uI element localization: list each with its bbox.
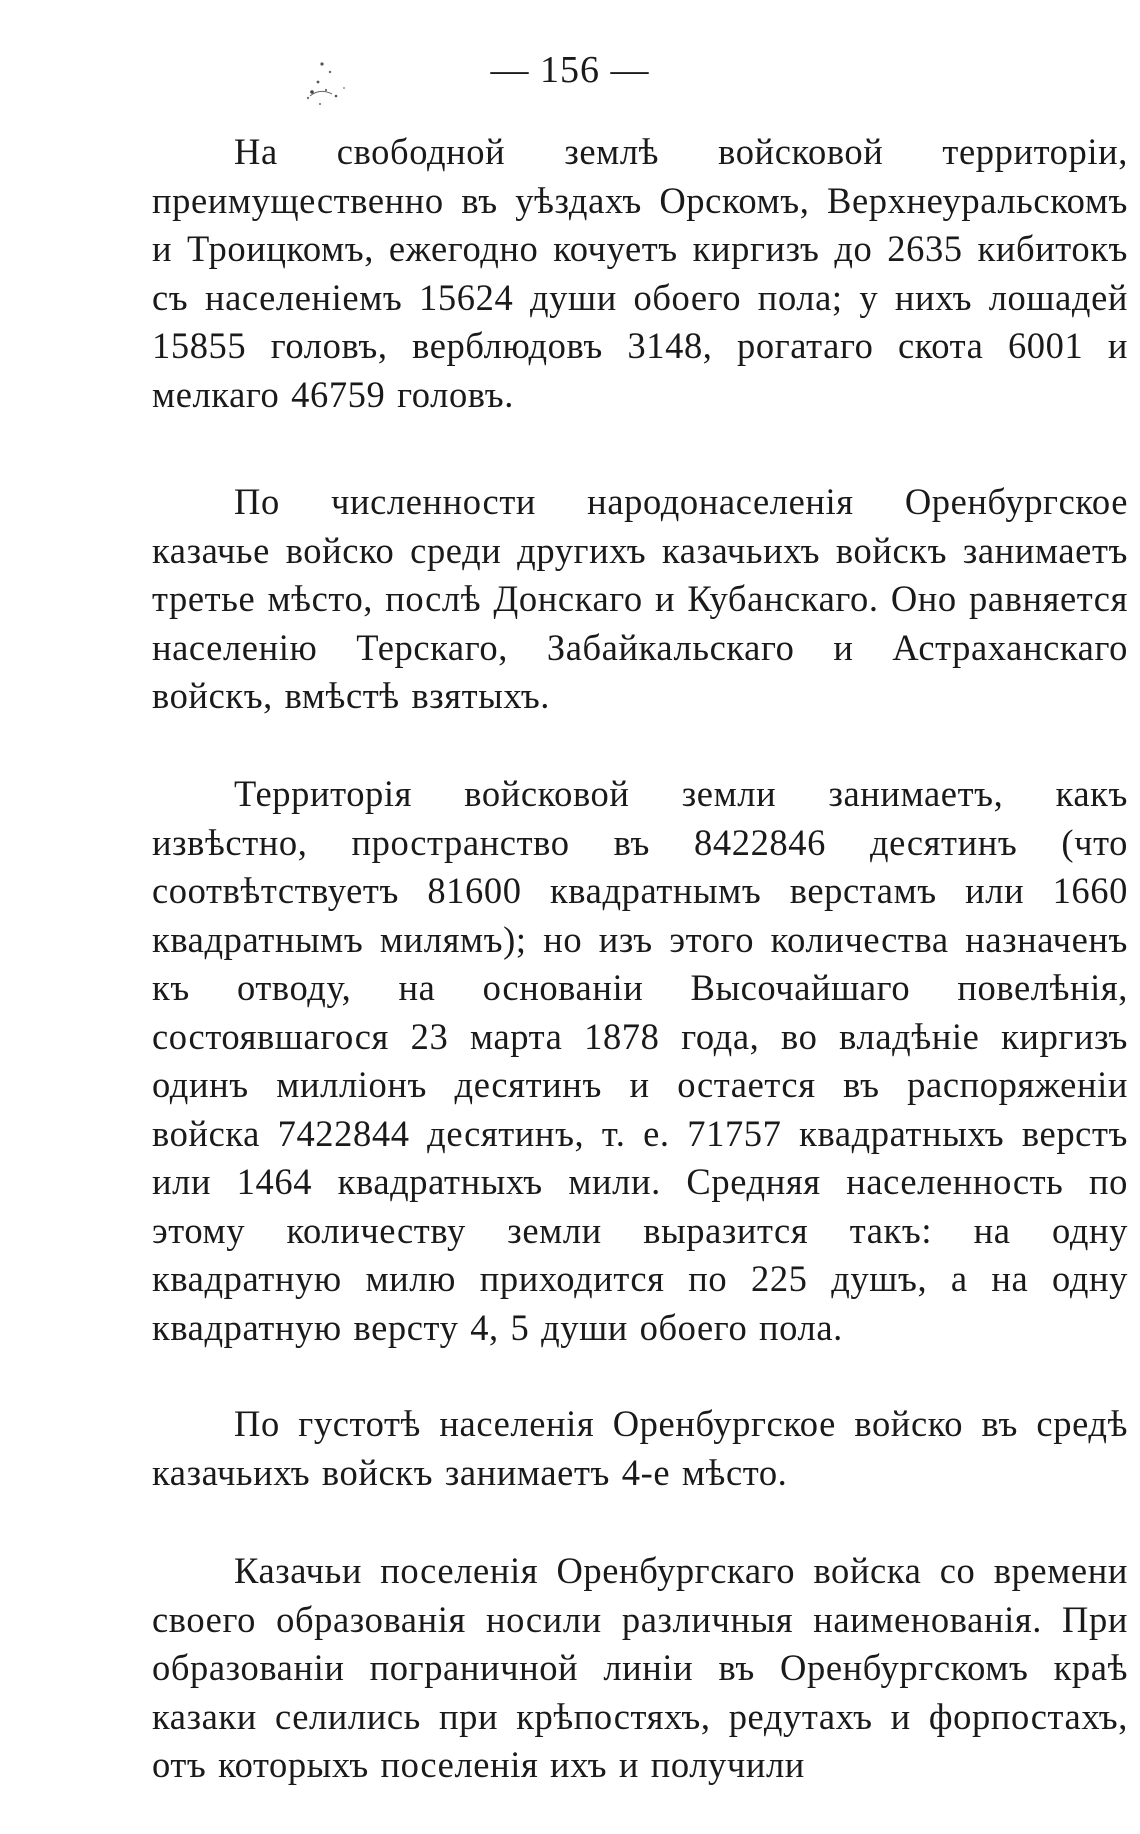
paragraph-nomad-population bbox=[152, 128, 1128, 419]
paragraph-text: По густотѣ населенія Оренбургское войско въ средѣ казачьихъ войскъ занимаетъ 4-е мѣсто. bbox=[152, 1403, 1128, 1493]
paragraph-density-rank bbox=[152, 1400, 1128, 1497]
paragraph-territory bbox=[152, 770, 1128, 1352]
paragraph-settlements bbox=[152, 1547, 1128, 1790]
paragraph-text: Казачьи поселенія Оренбургскаго войска со времени своего образованія носили различныя наименованія. При образованіи пограничной линіи въ Оренбургскомъ краѣ казаки селились при крѣпостяхъ, редутахъ и форпостахъ, отъ которыхъ поселенія ихъ и получили bbox=[152, 1550, 1128, 1785]
paragraph-text: По численности народонаселенія Оренбургское казачье войско среди другихъ казачьихъ войскъ занимаетъ третье мѣсто, послѣ Донскаго и Кубанскаго. Оно равняется населенію Терскаго, Забайкальскаго и Астраханскаго войскъ, вмѣстѣ взятыхъ. bbox=[152, 481, 1128, 716]
paragraph-text: Территорія войсковой земли занимаетъ, какъ извѣстно, пространство въ 8422846 десятинъ (что соотвѣтствуетъ 81600 квадратнымъ верстамъ или 1660 квадратнымъ милямъ); но изъ этого количества назначенъ къ отводу, на основаніи Высочайшаго повелѣнія, состоявшагося 23 марта 1878 года, во владѣніе киргизъ одинъ милліонъ десятинъ и остается въ распоряженіи войска 7422844 десятинъ, т. е. 71757 квадратныхъ верстъ или 1464 квадратныхъ мили. Средняя населенность по этому количеству земли выразится такъ: на одну квадратную милю приходится по 225 душъ, а на одну квадратную версту 4, 5 души обоего пола. bbox=[152, 773, 1128, 1348]
page-number: — 156 — bbox=[490, 49, 650, 91]
paragraph-text: На свободной землѣ войсковой территоріи, преимущественно въ уѣздахъ Орскомъ, Верхнеуральскомъ и Троицкомъ, ежегодно кочуетъ киргизъ до 2635 кибитокъ съ населеніемъ 15624 души обоего пола; у нихъ лошадей 15855 головъ, верблюдовъ 3148, рогатаго скота 6001 и мелкаго 46759 головъ. bbox=[152, 131, 1128, 415]
paragraph-population-rank bbox=[152, 478, 1128, 721]
